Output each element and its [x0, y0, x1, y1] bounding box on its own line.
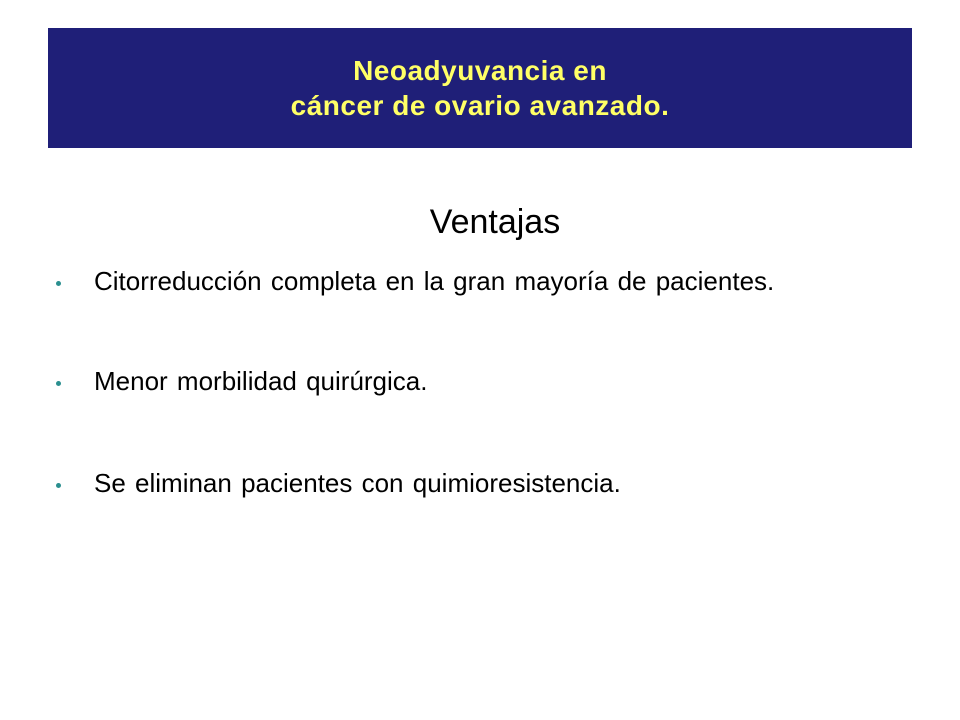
slide-title-line-1: Neoadyuvancia en [353, 55, 607, 86]
bullet-text: Menor morbilidad quirúrgica. [94, 366, 428, 396]
bullet-list [56, 264, 876, 501]
bullet-item [56, 264, 876, 299]
bullet-text: Citorreducción completa en la gran mayoría de pacientes. [94, 266, 775, 296]
title-band [48, 28, 912, 148]
bullet-dot-icon [56, 281, 61, 286]
bullet-item [56, 364, 876, 399]
slide-title-line-2: cáncer de ovario avanzado. [290, 90, 670, 121]
bullet-item [56, 466, 876, 501]
bullet-dot-icon [56, 483, 61, 488]
bullet-dot-icon [56, 381, 61, 386]
slide-subtitle: Ventajas [429, 203, 561, 241]
bullet-text: Se eliminan pacientes con quimioresistencia. [94, 468, 621, 498]
